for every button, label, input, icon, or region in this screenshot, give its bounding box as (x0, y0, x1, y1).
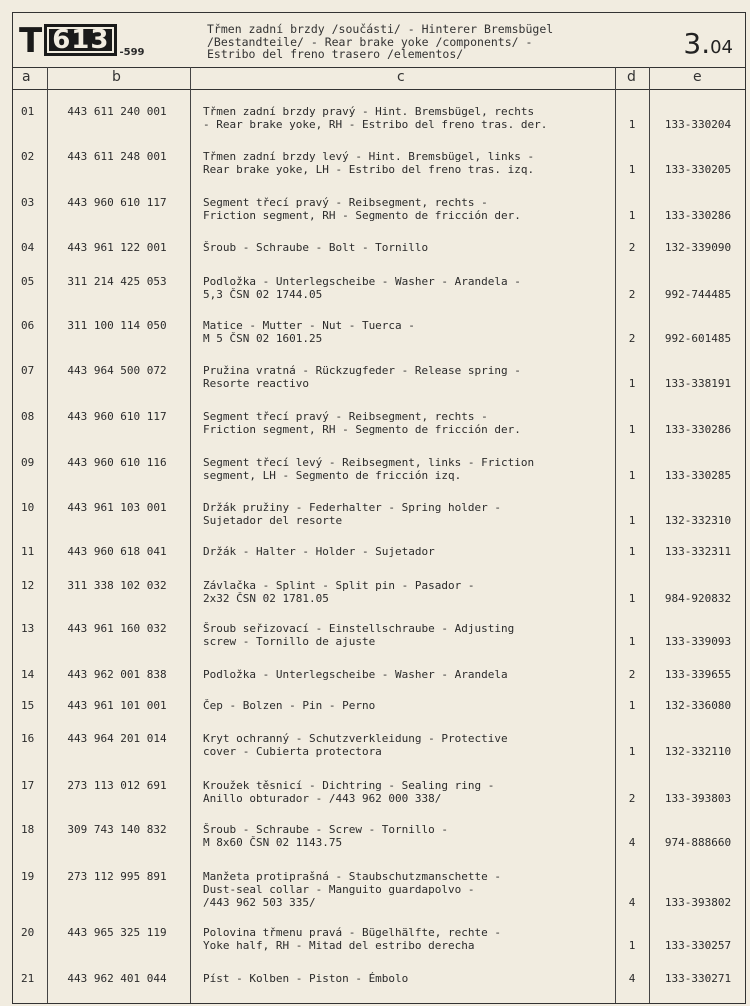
position-number: 14 (21, 668, 35, 681)
part-description (203, 732, 633, 758)
quantity: 1 (628, 699, 636, 712)
logo-letter: T (19, 21, 41, 61)
part-description (203, 823, 633, 849)
description-line: Držák pružiny - Federhalter - Spring holder - (203, 501, 502, 514)
part-description (203, 275, 633, 301)
catalog-number: 132-339090 (664, 241, 732, 254)
description-line: M 5 ČSN 02 1601.25 (203, 332, 323, 345)
catalog-number: 133-330271 (664, 972, 732, 985)
part-number: 443 964 201 014 (67, 732, 167, 745)
quantity: 4 (628, 896, 636, 909)
catalog-number: 133-393802 (664, 896, 732, 909)
position-number: 09 (21, 456, 35, 469)
catalog-number: 133-330204 (664, 118, 732, 131)
position-number: 20 (21, 926, 35, 939)
quantity: 2 (628, 288, 636, 301)
quantity: 2 (628, 241, 636, 254)
logo-suffix: -599 (119, 47, 145, 58)
description-line: Resorte reactivo (203, 377, 309, 390)
column-header-row (13, 67, 745, 90)
catalog-number: 132-336080 (664, 699, 732, 712)
description-line: screw - Tornillo de ajuste (203, 635, 376, 648)
description-line: 2x32 ČSN 02 1781.05 (203, 592, 329, 605)
description-line: Šroub - Schraube - Screw - Tornillo - (203, 823, 449, 836)
description-line: Friction segment, RH - Segmento de fricción der. (203, 209, 521, 222)
catalog-number: 133-330286 (664, 423, 732, 436)
quantity: 1 (628, 514, 636, 527)
position-number: 05 (21, 275, 35, 288)
description-line: segment, LH - Segmento de fricción izq. (203, 469, 462, 482)
description-line: Yoke half, RH - Mitad del estribo derecha (203, 939, 475, 952)
title-line: /Bestandteile/ - Rear brake yoke /components/ - (207, 34, 533, 49)
description-line: Rear brake yoke, LH - Estribo del freno tras. izq. (203, 163, 535, 176)
column-divider (190, 67, 191, 1003)
description-line: Podložka - Unterlegscheibe - Washer - Arandela - (203, 275, 521, 288)
description-line: Anillo obturador - /443 962 000 338/ (203, 792, 442, 805)
quantity: 1 (628, 592, 636, 605)
column-header-c: c (397, 69, 405, 85)
description-line: /443 962 503 335/ (203, 896, 316, 909)
description-line: Čep - Bolzen - Pin - Perno (203, 699, 376, 712)
part-number: 443 965 325 119 (67, 926, 167, 939)
part-description (203, 870, 633, 909)
position-number: 21 (21, 972, 35, 985)
position-number: 02 (21, 150, 35, 163)
sheet-title (207, 23, 647, 61)
title-line: Estribo del freno trasero /elementos/ (207, 47, 464, 61)
page-number (683, 27, 733, 60)
part-number: 443 961 103 001 (67, 501, 167, 514)
part-description (203, 319, 633, 345)
part-description (203, 926, 633, 952)
part-number: 443 611 248 001 (67, 150, 167, 163)
description-line: Kroužek těsnicí - Dichtring - Sealing ring - (203, 779, 495, 792)
position-number: 01 (21, 105, 35, 118)
description-line: Friction segment, RH - Segmento de fricción der. (203, 423, 521, 436)
column-header-b: b (112, 69, 121, 85)
part-description (203, 456, 633, 482)
position-number: 04 (21, 241, 35, 254)
position-number: 06 (21, 319, 35, 332)
catalog-number: 992-744485 (664, 288, 732, 301)
part-description (203, 622, 633, 648)
description-line: Pružina vratná - Rückzugfeder - Release spring - (203, 364, 521, 377)
catalog-number: 984-920832 (664, 592, 732, 605)
part-description (203, 241, 633, 254)
catalog-number: 992-601485 (664, 332, 732, 345)
quantity: 2 (628, 332, 636, 345)
position-number: 19 (21, 870, 35, 883)
part-number: 443 964 500 072 (67, 364, 167, 377)
description-line: - Rear brake yoke, RH - Estribo del freno tras. der. (203, 118, 548, 131)
part-description (203, 105, 633, 131)
part-number: 443 960 610 117 (67, 196, 167, 209)
column-divider (649, 67, 650, 1003)
part-description (203, 410, 633, 436)
quantity: 2 (628, 668, 636, 681)
position-number: 07 (21, 364, 35, 377)
part-number: 443 962 001 838 (67, 668, 167, 681)
description-line: Šroub seřizovací - Einstellschraube - Adjusting (203, 622, 515, 635)
description-line: Sujetador del resorte (203, 514, 343, 527)
page-number-sub: 04 (710, 37, 733, 58)
position-number: 12 (21, 579, 35, 592)
tatra-logo (19, 21, 145, 61)
description-line: Závlačka - Splint - Split pin - Pasador - (203, 579, 475, 592)
part-number: 273 113 012 691 (67, 779, 167, 792)
part-number: 443 961 160 032 (67, 622, 167, 635)
part-description (203, 545, 633, 558)
quantity: 2 (628, 792, 636, 805)
catalog-number: 132-332110 (664, 745, 732, 758)
part-description (203, 150, 633, 176)
part-number: 443 962 401 044 (67, 972, 167, 985)
part-number: 443 611 240 001 (67, 105, 167, 118)
description-line: Držák - Halter - Holder - Sujetador (203, 545, 435, 558)
description-line: Segment třecí levý - Reibsegment, links - Friction (203, 456, 535, 469)
description-line: Šroub - Schraube - Bolt - Tornillo (203, 241, 429, 254)
position-number: 15 (21, 699, 35, 712)
catalog-number: 133-332311 (664, 545, 732, 558)
title-line: Třmen zadní brzdy /součásti/ - Hinterer Bremsbügel (207, 22, 554, 36)
part-number: 443 961 101 001 (67, 699, 167, 712)
description-line: Matice - Mutter - Nut - Tuerca - (203, 319, 415, 332)
catalog-number: 974-888660 (664, 836, 732, 849)
quantity: 1 (628, 469, 636, 482)
catalog-number: 133-330257 (664, 939, 732, 952)
catalog-number: 132-332310 (664, 514, 732, 527)
column-header-d: d (627, 69, 636, 85)
description-line: M 8x60 ČSN 02 1143.75 (203, 836, 343, 849)
part-description (203, 196, 633, 222)
part-number: 443 960 618 041 (67, 545, 167, 558)
part-number: 309 743 140 832 (67, 823, 167, 836)
parts-sheet (12, 12, 746, 1004)
catalog-number: 133-330205 (664, 163, 732, 176)
part-description (203, 364, 633, 390)
part-description (203, 579, 633, 605)
quantity: 1 (628, 745, 636, 758)
part-number: 273 112 995 891 (67, 870, 167, 883)
catalog-number: 133-338191 (664, 377, 732, 390)
catalog-number: 133-330286 (664, 209, 732, 222)
part-description (203, 699, 633, 712)
page-number-main: 3. (683, 27, 711, 60)
part-number: 443 960 610 116 (67, 456, 167, 469)
position-number: 17 (21, 779, 35, 792)
part-number: 311 214 425 053 (67, 275, 167, 288)
part-number: 443 961 122 001 (67, 241, 167, 254)
part-number: 443 960 610 117 (67, 410, 167, 423)
description-line: Píst - Kolben - Piston - Émbolo (203, 972, 409, 985)
quantity: 4 (628, 972, 636, 985)
part-number: 311 100 114 050 (67, 319, 167, 332)
quantity: 1 (628, 118, 636, 131)
part-description (203, 972, 633, 985)
description-line: Třmen zadní brzdy levý - Hint. Bremsbügel, links - (203, 150, 535, 163)
description-line: Segment třecí pravý - Reibsegment, rechts - (203, 410, 488, 423)
part-description (203, 668, 633, 681)
position-number: 18 (21, 823, 35, 836)
description-line: Manžeta protiprašná - Staubschutzmanschette - (203, 870, 502, 883)
catalog-number: 133-339655 (664, 668, 732, 681)
description-line: Polovina třmenu pravá - Bügelhälfte, rechte - (203, 926, 502, 939)
position-number: 16 (21, 732, 35, 745)
logo-number: 613 (44, 24, 117, 56)
quantity: 1 (628, 635, 636, 648)
catalog-number: 133-339093 (664, 635, 732, 648)
position-number: 10 (21, 501, 35, 514)
part-number: 311 338 102 032 (67, 579, 167, 592)
description-line: 5,3 ČSN 02 1744.05 (203, 288, 323, 301)
catalog-number: 133-330285 (664, 469, 732, 482)
quantity: 1 (628, 377, 636, 390)
part-description (203, 501, 633, 527)
quantity: 1 (628, 939, 636, 952)
quantity: 4 (628, 836, 636, 849)
position-number: 11 (21, 545, 35, 558)
part-description (203, 779, 633, 805)
quantity: 1 (628, 423, 636, 436)
description-line: Dust-seal collar - Manguito guardapolvo - (203, 883, 475, 896)
description-line: Segment třecí pravý - Reibsegment, rechts - (203, 196, 488, 209)
quantity: 1 (628, 545, 636, 558)
sheet-header (13, 13, 745, 68)
column-header-e: e (693, 69, 702, 85)
description-line: Podložka - Unterlegscheibe - Washer - Arandela (203, 668, 508, 681)
position-number: 13 (21, 622, 35, 635)
description-line: Kryt ochranný - Schutzverkleidung - Protective (203, 732, 508, 745)
description-line: cover - Cubierta protectora (203, 745, 382, 758)
quantity: 1 (628, 163, 636, 176)
position-number: 08 (21, 410, 35, 423)
quantity: 1 (628, 209, 636, 222)
description-line: Třmen zadní brzdy pravý - Hint. Bremsbügel, rechts (203, 105, 535, 118)
catalog-number: 133-393803 (664, 792, 732, 805)
column-header-a: a (22, 69, 31, 85)
position-number: 03 (21, 196, 35, 209)
